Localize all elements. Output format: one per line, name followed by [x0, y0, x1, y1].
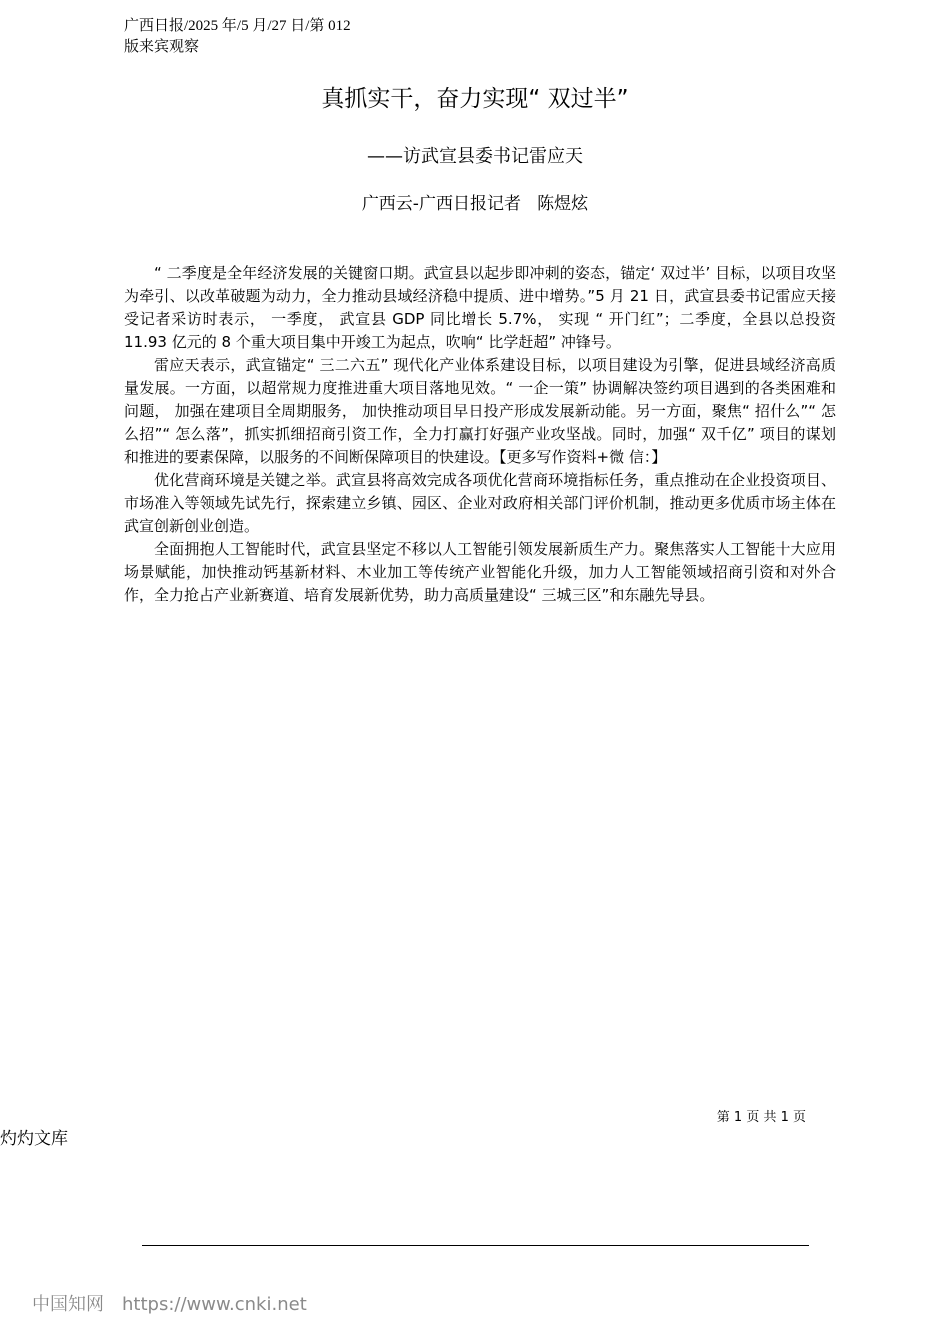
article-subtitle: ——访武宣县委书记雷应天	[367, 146, 583, 167]
cnki-site-name: 中国知网	[32, 1294, 104, 1315]
paragraph-4: 全面拥抱人工智能时代，武宣县坚定不移以人工智能引领发展新质生产力。聚焦落实人工智能十大应用场景赋能，加快推动钙基新材料、木业加工等传统产业智能化升级，加力人工智能领域招商引资和对外合作，全力抢占产业新赛道、培育发展新优势，助力高质量建设“ 三城三区”和东融先导县。	[124, 540, 836, 604]
article-title: 真抓实干，奋力实现“ 双过半”	[321, 86, 629, 112]
masthead	[124, 16, 351, 58]
cnki-site-url[interactable]: https://www.cnki.net	[122, 1294, 307, 1315]
library-watermark: 灼灼文库	[0, 1129, 68, 1149]
page-number: 第 1 页 共 1 页	[716, 1110, 806, 1125]
footer-divider	[142, 1245, 809, 1246]
paragraph-3: 优化营商环境是关键之举。武宣县将高效完成各项优化营商环境指标任务，重点推动在企业投资项目、市场准入等领域先试先行，探索建立乡镇、园区、企业对政府相关部门评价机制，推动更多优质市场主体在武宣创新创业创造。	[124, 471, 836, 535]
article-body	[124, 262, 836, 607]
masthead-edition-line: 版来宾观察	[124, 39, 200, 55]
paragraph-1: “ 二季度是全年经济发展的关键窗口期。武宣县以起步即冲刺的姿态，锚定‘ 双过半’ 目标，以项目攻坚为牵引、以改革破题为动力，全力推动县域经济稳中提质、进中增势。”5 月 21 日，武宣县委书记雷应天接受记者采访时表示， 一季度， 武宣县 GDP 同比增长 5.7%， 实现 “ 开门红”；二季度，全县以总投资 11.93 亿元的 8 个重大项目集中开竣工为起点，吹响“ 比学赶超” 冲锋号。	[124, 264, 836, 351]
masthead-date-line: 广西日报/2025 年/5 月/27 日/第 012	[124, 18, 351, 34]
paragraph-2: 雷应天表示，武宣锚定“ 三二六五” 现代化产业体系建设目标，以项目建设为引擎，促进县域经济高质量发展。一方面，以超常规力度推进重大项目落地见效。“ 一企一策” 协调解决签约项目遇到的各类困难和问题， 加强在建项目全周期服务， 加快推动项目早日投产形成发展新动能。另一方面，聚焦“ 招什么”“ 怎么招”“ 怎么落”，抓实抓细招商引资工作，全力打赢打好强产业攻坚战。同时，加强“ 双千亿” 项目的谋划和推进的要素保障，以服务的不间断保障项目的快建设。【更多写作资料+微 信：】	[124, 356, 836, 466]
cnki-footer	[32, 1292, 307, 1318]
article-byline: 广西云-广西日报记者 陈煜炫	[361, 194, 589, 214]
